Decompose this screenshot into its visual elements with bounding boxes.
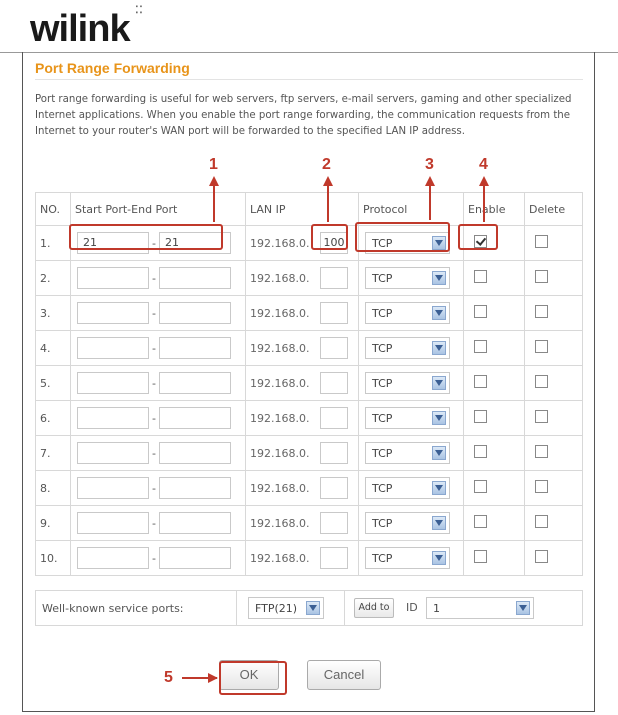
table-row	[36, 296, 583, 331]
delete-checkbox[interactable]	[535, 270, 548, 283]
start-port-input[interactable]	[77, 302, 149, 324]
service-select-value: FTP(21)	[255, 601, 298, 615]
id-select-value: 1	[433, 601, 440, 615]
ip-prefix: 192.168.0.	[250, 306, 310, 320]
well-known-label: Well-known service ports:	[42, 602, 184, 615]
ip-prefix: 192.168.0.	[250, 481, 310, 495]
lan-ip-cell	[246, 366, 359, 401]
port-range-cell	[71, 506, 246, 541]
ok-button[interactable]: OK	[219, 660, 279, 690]
dropdown-arrow-icon	[432, 411, 446, 425]
end-port-input[interactable]	[159, 337, 231, 359]
checkbox-empty-icon[interactable]	[474, 410, 487, 423]
divider	[236, 591, 237, 625]
delete-cell	[525, 261, 583, 296]
ip-last-octet-input[interactable]	[320, 267, 348, 289]
delete-cell	[525, 541, 583, 576]
end-port-input[interactable]	[159, 302, 231, 324]
annotation-number-3: 3	[425, 156, 434, 173]
annotation-number-2: 2	[322, 156, 331, 173]
cancel-button[interactable]: Cancel	[307, 660, 381, 690]
dropdown-arrow-icon	[432, 271, 446, 285]
header-delete: Delete	[525, 193, 583, 226]
protocol-select[interactable]	[365, 547, 450, 569]
table-row	[36, 401, 583, 436]
table-row	[36, 331, 583, 366]
port-dash: -	[152, 446, 156, 460]
dropdown-arrow-icon	[306, 601, 320, 615]
protocol-select[interactable]	[365, 372, 450, 394]
checkbox-empty-icon[interactable]	[474, 550, 487, 563]
row-number: 9.	[36, 506, 71, 541]
delete-checkbox[interactable]	[535, 375, 548, 388]
end-port-input[interactable]	[159, 407, 231, 429]
enable-cell	[464, 261, 525, 296]
end-port-input[interactable]	[159, 372, 231, 394]
enable-cell	[464, 331, 525, 366]
protocol-cell	[359, 506, 464, 541]
lan-ip-cell	[246, 471, 359, 506]
ip-prefix: 192.168.0.	[250, 516, 310, 530]
enable-cell	[464, 506, 525, 541]
protocol-cell	[359, 541, 464, 576]
protocol-select[interactable]	[365, 302, 450, 324]
ip-prefix: 192.168.0.	[250, 551, 310, 565]
logo-dots-icon: ⁚⁚	[135, 5, 144, 16]
checkbox-empty-icon[interactable]	[474, 445, 487, 458]
protocol-cell	[359, 331, 464, 366]
delete-checkbox[interactable]	[535, 410, 548, 423]
row-number: 6.	[36, 401, 71, 436]
ip-last-octet-input[interactable]	[320, 512, 348, 534]
delete-checkbox[interactable]	[535, 445, 548, 458]
start-port-input[interactable]	[77, 337, 149, 359]
checkbox-empty-icon[interactable]	[474, 480, 487, 493]
protocol-select-value: TCP	[372, 306, 393, 320]
delete-cell	[525, 436, 583, 471]
ip-last-octet-input[interactable]	[320, 477, 348, 499]
port-dash: -	[152, 306, 156, 320]
protocol-cell	[359, 436, 464, 471]
ip-last-octet-input[interactable]	[320, 407, 348, 429]
start-port-input[interactable]	[77, 267, 149, 289]
row-number: 4.	[36, 331, 71, 366]
row-number: 8.	[36, 471, 71, 506]
ip-prefix: 192.168.0.	[250, 446, 310, 460]
row-number: 1.	[36, 226, 71, 261]
annotation-box-ip	[311, 224, 348, 250]
delete-cell	[525, 331, 583, 366]
annotation-number-5: 5	[164, 669, 173, 686]
id-select[interactable]	[426, 597, 534, 619]
delete-checkbox[interactable]	[535, 340, 548, 353]
row-number: 2.	[36, 261, 71, 296]
lan-ip-cell	[246, 261, 359, 296]
annotation-number-1: 1	[209, 156, 218, 173]
ip-last-octet-input[interactable]: 100	[320, 232, 348, 254]
protocol-select[interactable]	[365, 512, 450, 534]
protocol-select[interactable]	[365, 407, 450, 429]
start-port-input[interactable]	[77, 477, 149, 499]
port-dash: -	[152, 271, 156, 285]
checkbox-empty-icon[interactable]	[474, 375, 487, 388]
dropdown-arrow-icon	[432, 341, 446, 355]
ip-prefix: 192.168.0.	[250, 236, 310, 250]
port-range-cell	[71, 331, 246, 366]
delete-cell	[525, 401, 583, 436]
logo-text: wilink	[30, 8, 130, 50]
end-port-input[interactable]	[159, 267, 231, 289]
port-range-cell	[71, 366, 246, 401]
protocol-select-value: TCP	[372, 481, 393, 495]
well-known-ports-row	[35, 590, 583, 626]
start-port-input[interactable]	[77, 512, 149, 534]
dropdown-arrow-icon	[432, 306, 446, 320]
dropdown-arrow-icon	[432, 446, 446, 460]
enable-cell	[464, 436, 525, 471]
end-port-input[interactable]	[159, 442, 231, 464]
port-range-cell	[71, 471, 246, 506]
enable-cell	[464, 471, 525, 506]
row-number: 7.	[36, 436, 71, 471]
ip-last-octet-input[interactable]	[320, 337, 348, 359]
ip-last-octet-input[interactable]	[320, 372, 348, 394]
port-dash: -	[152, 516, 156, 530]
delete-checkbox[interactable]	[535, 515, 548, 528]
table-row	[36, 436, 583, 471]
protocol-select[interactable]	[365, 337, 450, 359]
enable-cell	[464, 296, 525, 331]
protocol-select-value: TCP	[372, 236, 393, 250]
ip-last-octet-input[interactable]	[320, 547, 348, 569]
brand-logo	[30, 5, 144, 51]
port-dash: -	[152, 376, 156, 390]
annotation-box-enable	[458, 224, 498, 250]
port-range-cell	[71, 401, 246, 436]
port-dash: -	[152, 341, 156, 355]
lan-ip-cell	[246, 506, 359, 541]
protocol-cell	[359, 401, 464, 436]
protocol-cell	[359, 296, 464, 331]
protocol-select-value: TCP	[372, 411, 393, 425]
service-select[interactable]	[248, 597, 324, 619]
header-no: NO.	[36, 193, 71, 226]
protocol-cell	[359, 261, 464, 296]
port-dash: -	[152, 411, 156, 425]
delete-checkbox[interactable]	[535, 305, 548, 318]
start-port-input[interactable]	[77, 547, 149, 569]
table-row	[36, 471, 583, 506]
port-range-cell	[71, 261, 246, 296]
delete-checkbox[interactable]	[535, 480, 548, 493]
row-number: 10.	[36, 541, 71, 576]
dropdown-arrow-icon	[516, 601, 530, 615]
page-title: Port Range Forwarding	[35, 60, 190, 76]
checkbox-empty-icon[interactable]	[474, 515, 487, 528]
table-row	[36, 541, 583, 576]
lan-ip-cell	[246, 296, 359, 331]
lan-ip-cell	[246, 436, 359, 471]
protocol-select-value: TCP	[372, 551, 393, 565]
dropdown-arrow-icon	[432, 481, 446, 495]
table-row	[36, 506, 583, 541]
port-forwarding-panel	[22, 52, 595, 712]
header-enable: Enable	[464, 193, 525, 226]
delete-checkbox[interactable]	[535, 235, 548, 248]
port-dash: -	[152, 551, 156, 565]
ip-prefix: 192.168.0.	[250, 271, 310, 285]
add-to-button[interactable]: Add to	[354, 598, 394, 618]
dropdown-arrow-icon	[432, 516, 446, 530]
header-lan-ip: LAN IP	[246, 193, 359, 226]
header-ports: Start Port-End Port	[71, 193, 246, 226]
checkbox-empty-icon[interactable]	[474, 305, 487, 318]
dropdown-arrow-icon	[432, 376, 446, 390]
start-port-input[interactable]: 21	[77, 232, 149, 254]
delete-cell	[525, 296, 583, 331]
end-port-input[interactable]: 21	[159, 232, 231, 254]
protocol-select-value: TCP	[372, 271, 393, 285]
annotation-box-protocol	[355, 222, 450, 252]
lan-ip-cell	[246, 541, 359, 576]
annotation-number-4: 4	[479, 156, 488, 173]
checkbox-empty-icon[interactable]	[474, 340, 487, 353]
divider	[344, 591, 345, 625]
protocol-select[interactable]	[365, 477, 450, 499]
protocol-select-value: TCP	[372, 376, 393, 390]
delete-cell	[525, 471, 583, 506]
protocol-select[interactable]	[365, 267, 450, 289]
id-label: ID	[406, 601, 418, 614]
ip-last-octet-input[interactable]	[320, 302, 348, 324]
page-description: Port range forwarding is useful for web servers, ftp servers, e-mail servers, gaming and other specialized Internet applications. When you enable the port range forwarding, the communication requests from the Internet to your router's WAN port will be forwarded to the specified LAN IP address.	[35, 94, 572, 137]
protocol-select[interactable]	[365, 442, 450, 464]
annotation-box-ok	[219, 661, 287, 695]
port-dash: -	[152, 236, 156, 250]
lan-ip-cell	[246, 331, 359, 366]
protocol-select-value: TCP	[372, 516, 393, 530]
protocol-select-value: TCP	[372, 446, 393, 460]
enable-cell	[464, 541, 525, 576]
port-range-cell	[71, 541, 246, 576]
port-range-cell	[71, 296, 246, 331]
table-header-row	[36, 193, 583, 226]
lan-ip-cell	[246, 401, 359, 436]
end-port-input[interactable]	[159, 547, 231, 569]
delete-checkbox[interactable]	[535, 550, 548, 563]
port-dash: -	[152, 481, 156, 495]
delete-cell	[525, 226, 583, 261]
ip-prefix: 192.168.0.	[250, 411, 310, 425]
delete-cell	[525, 366, 583, 401]
protocol-select-value: TCP	[372, 341, 393, 355]
checkbox-empty-icon[interactable]	[474, 270, 487, 283]
dropdown-arrow-icon	[432, 551, 446, 565]
start-port-input[interactable]	[77, 372, 149, 394]
title-divider	[35, 79, 583, 80]
end-port-input[interactable]	[159, 477, 231, 499]
enable-cell	[464, 401, 525, 436]
annotation-box-ports	[69, 224, 223, 250]
ip-last-octet-input[interactable]	[320, 442, 348, 464]
start-port-input[interactable]	[77, 442, 149, 464]
table-row	[36, 366, 583, 401]
table-row	[36, 261, 583, 296]
start-port-input[interactable]	[77, 407, 149, 429]
port-range-cell	[71, 436, 246, 471]
delete-cell	[525, 506, 583, 541]
end-port-input[interactable]	[159, 512, 231, 534]
ip-prefix: 192.168.0.	[250, 341, 310, 355]
enable-cell	[464, 366, 525, 401]
protocol-cell	[359, 471, 464, 506]
ip-prefix: 192.168.0.	[250, 376, 310, 390]
protocol-cell	[359, 366, 464, 401]
header-protocol: Protocol	[359, 193, 464, 226]
row-number: 3.	[36, 296, 71, 331]
row-number: 5.	[36, 366, 71, 401]
